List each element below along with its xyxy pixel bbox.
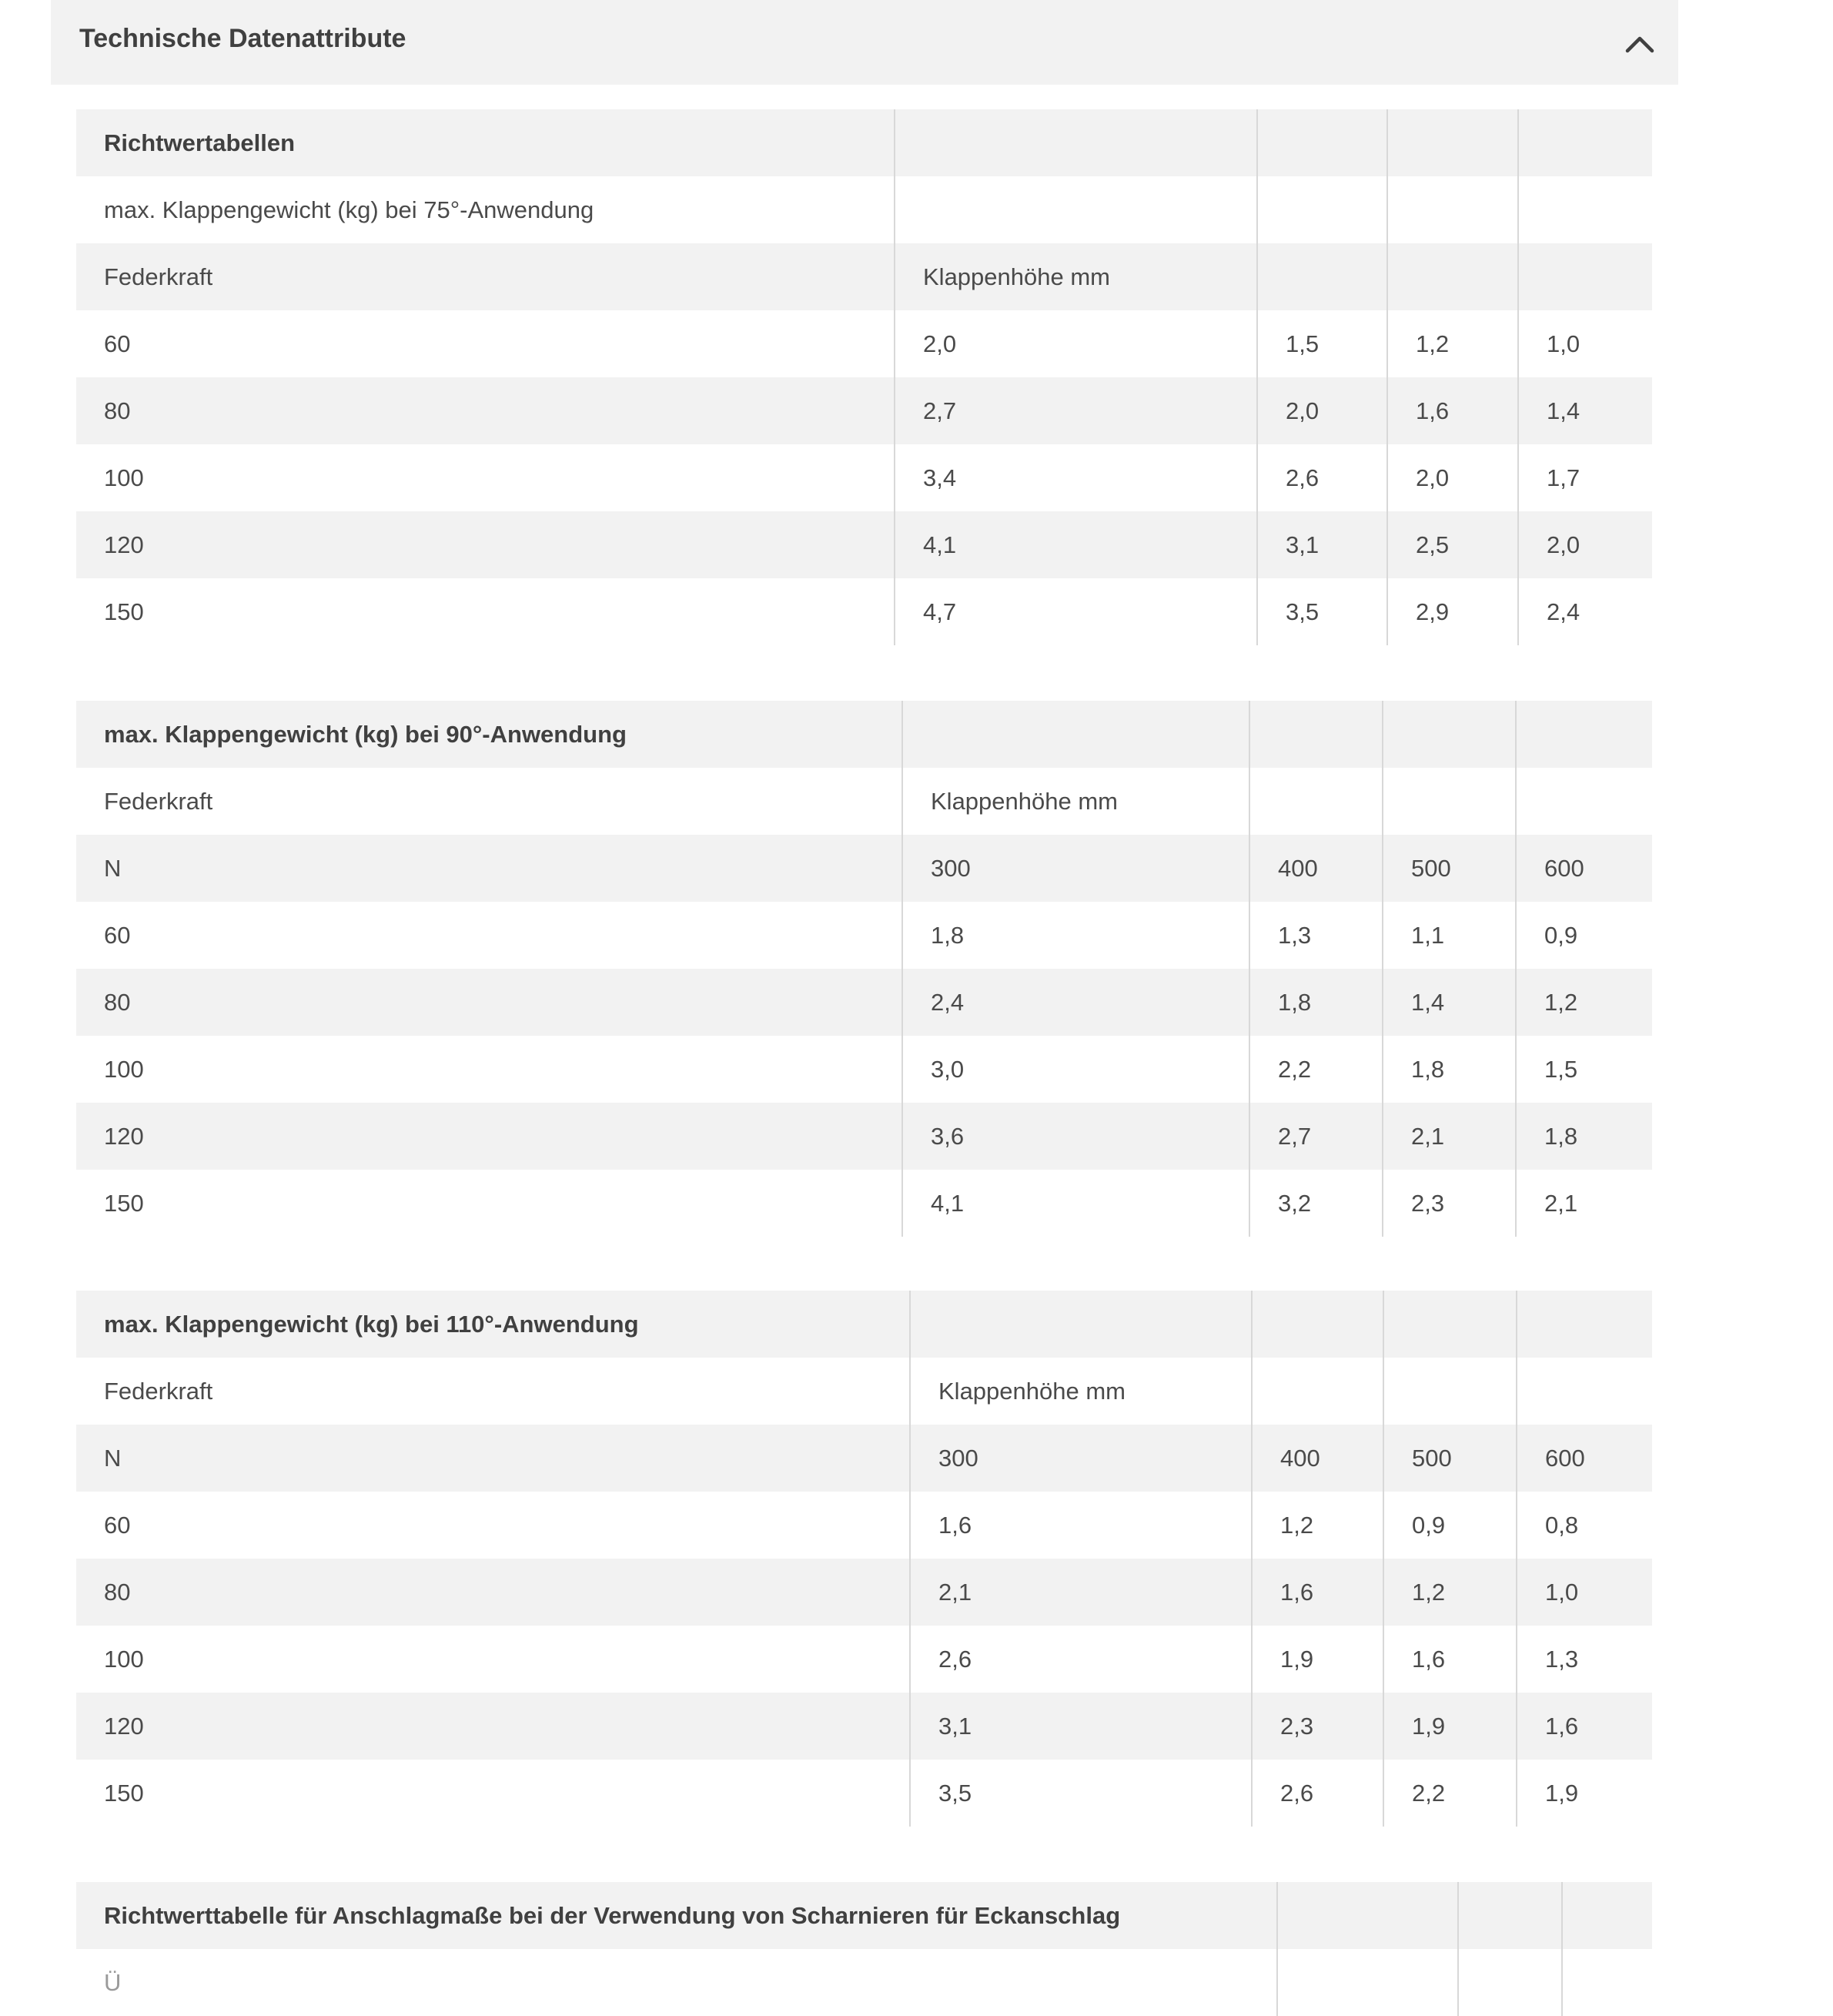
table-row: [76, 109, 1652, 176]
table-cell: 2,5: [1387, 511, 1518, 578]
table-cell: 300: [910, 1425, 1252, 1492]
table-row: [76, 310, 1652, 377]
table-cell: [1249, 768, 1383, 835]
table-cell: 1,2: [1252, 1492, 1383, 1559]
table-cell: 3,0: [902, 1036, 1249, 1103]
table-cell: 2,1: [1383, 1103, 1516, 1170]
table-row: [76, 1036, 1652, 1103]
table-row: [76, 511, 1652, 578]
table-cell: [910, 1291, 1252, 1358]
table-row: [76, 701, 1652, 768]
table-cell: 1,2: [1387, 310, 1518, 377]
table-cell: 1,2: [1516, 969, 1652, 1036]
table-cell: 1,6: [1252, 1559, 1383, 1626]
table-cell: 0,9: [1516, 902, 1652, 969]
table-cell: 1,0: [1517, 1559, 1652, 1626]
table-row: [76, 243, 1652, 310]
table-cell: 1,6: [910, 1492, 1252, 1559]
table-row: [76, 1103, 1652, 1170]
table-row: [76, 1693, 1652, 1760]
table-cell: N: [76, 835, 902, 902]
table-cell: 120: [76, 1693, 910, 1760]
table-cell: 3,6: [902, 1103, 1249, 1170]
table-row: [76, 176, 1652, 243]
table-cell: [1562, 1949, 1652, 2016]
table-cell: 80: [76, 969, 902, 1036]
table-cell: [1252, 1291, 1383, 1358]
table-cell: [895, 176, 1257, 243]
table-cell: 1,8: [1249, 969, 1383, 1036]
table-cell: [1516, 768, 1652, 835]
table-cell: 100: [76, 1626, 910, 1693]
table-cell: [1387, 243, 1518, 310]
table-cell: 2,4: [902, 969, 1249, 1036]
table-cell: 2,7: [895, 377, 1257, 444]
table-cell: 4,1: [902, 1170, 1249, 1237]
table-cell: [1249, 701, 1383, 768]
table-cell: 2,3: [1252, 1693, 1383, 1760]
table-cell: 3,5: [1257, 578, 1387, 645]
table-cell: max. Klappengewicht (kg) bei 90°-Anwendung: [76, 701, 902, 768]
table-cell: 1,9: [1383, 1693, 1517, 1760]
table-cell: [1257, 243, 1387, 310]
table-cell: 400: [1249, 835, 1383, 902]
table-cell: 500: [1383, 835, 1516, 902]
table-cell: max. Klappengewicht (kg) bei 110°-Anwendung: [76, 1291, 910, 1358]
table-cell: 80: [76, 377, 895, 444]
table-cell: 1,3: [1249, 902, 1383, 969]
table-cell: N: [76, 1425, 910, 1492]
table-cell: 60: [76, 310, 895, 377]
table-cell: 100: [76, 1036, 902, 1103]
table-cell: 2,7: [1249, 1103, 1383, 1170]
table-cell: 1,4: [1383, 969, 1516, 1036]
table-cell: 1,6: [1383, 1626, 1517, 1693]
table-row: [76, 1626, 1652, 1693]
table-cell: 2,9: [1387, 578, 1518, 645]
table-cell: 400: [1252, 1425, 1383, 1492]
table-cell: [1516, 701, 1652, 768]
table-cell: [1458, 1949, 1562, 2016]
table-cell: 1,6: [1387, 377, 1518, 444]
table-cell: 2,1: [910, 1559, 1252, 1626]
table-cell: 1,4: [1518, 377, 1652, 444]
table-cell: 1,0: [1518, 310, 1652, 377]
table-cell: 500: [1383, 1425, 1517, 1492]
table-cell: [1252, 1358, 1383, 1425]
table-cell: [1562, 1882, 1652, 1949]
table-cell: 1,7: [1518, 444, 1652, 511]
table-row: [76, 1291, 1652, 1358]
table-cell: 3,1: [910, 1693, 1252, 1760]
table-cell: [1458, 1882, 1562, 1949]
table-cell: [1277, 1882, 1458, 1949]
table-cell: 150: [76, 1170, 902, 1237]
table-cell: 1,3: [1517, 1626, 1652, 1693]
table-cell: 1,5: [1516, 1036, 1652, 1103]
panel-header[interactable]: [51, 0, 1678, 85]
table-row: [76, 444, 1652, 511]
table-cell: [895, 109, 1257, 176]
spec-table-110: [76, 1291, 1652, 1827]
table-row: [76, 768, 1652, 835]
table-cell: 600: [1517, 1425, 1652, 1492]
spec-table-75: [76, 109, 1652, 645]
table-row: [76, 1760, 1652, 1827]
table-cell: 1,6: [1517, 1693, 1652, 1760]
table-cell: [1257, 109, 1387, 176]
table-cell: 2,1: [1516, 1170, 1652, 1237]
table-cell: 3,4: [895, 444, 1257, 511]
table-cell: 0,9: [1383, 1492, 1517, 1559]
table-cell: [1257, 176, 1387, 243]
table-row: [76, 902, 1652, 969]
table-cell: 100: [76, 444, 895, 511]
table-cell: 0,8: [1517, 1492, 1652, 1559]
table-cell: max. Klappengewicht (kg) bei 75°-Anwendung: [76, 176, 895, 243]
table-cell: 1,9: [1252, 1626, 1383, 1693]
table-cell: 1,8: [902, 902, 1249, 969]
table-cell: Klappenhöhe mm: [895, 243, 1257, 310]
table-cell: 80: [76, 1559, 910, 1626]
table-cell: [1383, 768, 1516, 835]
table-cell: Federkraft: [76, 243, 895, 310]
table-cell: 2,2: [1383, 1760, 1517, 1827]
table-cell: [1383, 1291, 1517, 1358]
table-cell: [1383, 1358, 1517, 1425]
table-cell: 60: [76, 1492, 910, 1559]
table-cell: 2,0: [1518, 511, 1652, 578]
table-cell: Klappenhöhe mm: [902, 768, 1249, 835]
table-cell: Ü: [76, 1949, 1277, 2016]
table-cell: 1,2: [1383, 1559, 1517, 1626]
table-row: [76, 1492, 1652, 1559]
table-cell: [1387, 176, 1518, 243]
table-cell: 2,0: [895, 310, 1257, 377]
table-cell: 3,1: [1257, 511, 1387, 578]
table-cell: 150: [76, 1760, 910, 1827]
table-cell: 4,7: [895, 578, 1257, 645]
table-cell: 3,5: [910, 1760, 1252, 1827]
chevron-up-icon[interactable]: [1623, 28, 1657, 62]
table-row: [76, 377, 1652, 444]
table-cell: 300: [902, 835, 1249, 902]
spec-table-90: [76, 701, 1652, 1237]
table-row: [76, 1425, 1652, 1492]
spec-table-anschlag: [76, 1882, 1652, 2016]
panel-title: Technische Datenattribute: [79, 24, 406, 53]
table-cell: 2,2: [1249, 1036, 1383, 1103]
table-row: [76, 1559, 1652, 1626]
table-cell: 1,1: [1383, 902, 1516, 969]
table-cell: 120: [76, 1103, 902, 1170]
table-cell: [1387, 109, 1518, 176]
table-cell: Klappenhöhe mm: [910, 1358, 1252, 1425]
table-cell: 4,1: [895, 511, 1257, 578]
table-cell: 2,0: [1387, 444, 1518, 511]
table-cell: 2,6: [1252, 1760, 1383, 1827]
table-cell: [1277, 1949, 1458, 2016]
table-row: [76, 969, 1652, 1036]
table-cell: Federkraft: [76, 1358, 910, 1425]
table-row: [76, 1358, 1652, 1425]
table-cell: Richtwertabellen: [76, 109, 895, 176]
table-cell: 1,9: [1517, 1760, 1652, 1827]
table-cell: 2,3: [1383, 1170, 1516, 1237]
table-cell: 1,8: [1516, 1103, 1652, 1170]
table-cell: Richtwerttabelle für Anschlagmaße bei der Verwendung von Scharnieren für Eckanschlag: [76, 1882, 1277, 1949]
table-cell: 2,4: [1518, 578, 1652, 645]
table-row: [76, 1949, 1652, 2016]
table-cell: 600: [1516, 835, 1652, 902]
table-cell: 120: [76, 511, 895, 578]
table-cell: [1517, 1291, 1652, 1358]
table-cell: [1518, 243, 1652, 310]
table-cell: 2,6: [910, 1626, 1252, 1693]
table-row: [76, 1170, 1652, 1237]
table-cell: [902, 701, 1249, 768]
table-cell: 150: [76, 578, 895, 645]
table-row: [76, 578, 1652, 645]
table-cell: Federkraft: [76, 768, 902, 835]
table-cell: 1,8: [1383, 1036, 1516, 1103]
table-cell: 60: [76, 902, 902, 969]
table-cell: 1,5: [1257, 310, 1387, 377]
table-cell: [1383, 701, 1516, 768]
table-cell: [1518, 176, 1652, 243]
table-cell: [1518, 109, 1652, 176]
table-row: [76, 835, 1652, 902]
table-cell: [1517, 1358, 1652, 1425]
table-row: [76, 1882, 1652, 1949]
table-cell: 2,6: [1257, 444, 1387, 511]
table-cell: 2,0: [1257, 377, 1387, 444]
table-cell: 3,2: [1249, 1170, 1383, 1237]
